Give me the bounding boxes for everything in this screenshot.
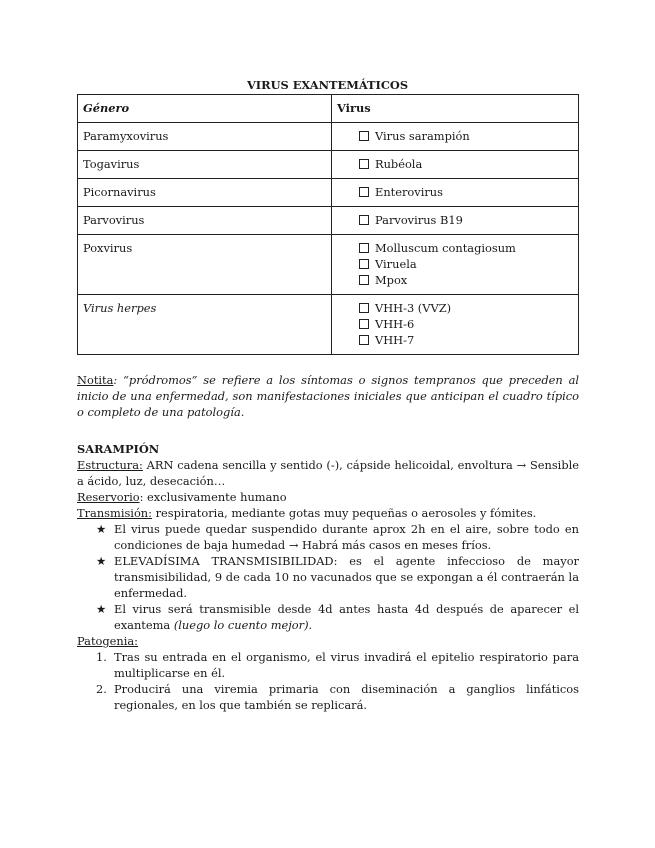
transmision-bullets — [77, 521, 579, 633]
genus-cell: Poxvirus — [78, 235, 332, 295]
transmision-line — [77, 505, 579, 521]
checkbox-item[interactable]: Molluscum contagiosum — [359, 240, 573, 256]
virus-cell — [332, 207, 579, 235]
reservorio-text: : exclusivamente humano — [139, 490, 287, 504]
list-number: 1. — [96, 650, 107, 664]
patogenia-line — [77, 633, 579, 649]
list-text: Producirá una viremia primaria con diseminación a ganglios linfáticos regionales, en los que también se replicará. — [114, 682, 579, 712]
transmision-text: respiratoria, mediante gotas muy pequeñas o aerosoles y fómites. — [151, 506, 537, 520]
list-text: Tras su entrada en el organismo, el virus invadirá el epitelio respiratorio para multiplicarse en él. — [114, 650, 579, 680]
table-row — [78, 235, 579, 295]
star-icon: ★ — [96, 602, 107, 616]
checkbox-item[interactable]: Mpox — [359, 272, 573, 288]
genus-cell: Togavirus — [78, 151, 332, 179]
checkbox-item[interactable]: Enterovirus — [359, 184, 573, 200]
table-row — [78, 179, 579, 207]
checkbox-item[interactable]: VHH-3 (VVZ) — [359, 300, 573, 316]
checkbox-item[interactable]: VHH-7 — [359, 332, 573, 348]
table-row — [78, 123, 579, 151]
checkbox-item[interactable]: Rubéola — [359, 156, 573, 172]
document-title: VIRUS EXANTEMÁTICOS — [246, 78, 409, 92]
star-icon: ★ — [96, 522, 107, 536]
header-virus: Virus — [332, 95, 579, 123]
note-paragraph — [77, 372, 579, 420]
list-item — [77, 681, 579, 713]
virus-cell — [332, 295, 579, 355]
bullet-text: ELEVADÍSIMA TRANSMISIBILIDAD: es el agente infeccioso de mayor transmisibilidad, 9 de cada 10 no vacunados que se expongan a él contraerán la enfermedad. — [114, 554, 579, 600]
table-row — [78, 207, 579, 235]
virus-cell — [332, 151, 579, 179]
estructura-line — [77, 457, 579, 489]
list-item — [77, 649, 579, 681]
reservorio-line — [77, 489, 579, 505]
list-item — [77, 521, 579, 553]
genus-cell: Virus herpes — [78, 295, 332, 355]
checkbox-item[interactable]: Viruela — [359, 256, 573, 272]
note-text: : “pródromos” se refiere a los síntomas o signos tempranos que preceden al inicio de una enfermedad, son manifestaciones iniciales que anticipan el cuadro típico o completo de una patología. — [77, 373, 579, 419]
note-label: Notita — [77, 373, 114, 387]
estructura-label: Estructura: — [77, 458, 143, 472]
bullet-text: El virus puede quedar suspendido durante aprox 2h en el aire, sobre todo en condiciones de baja humedad → Habrá más casos en meses fríos. — [114, 522, 579, 552]
header-genero: Género — [78, 95, 332, 123]
table-row — [78, 295, 579, 355]
bullet-text: El virus será transmisible desde 4d antes hasta 4d después de aparecer el exantema — [114, 602, 579, 632]
reservorio-label: Reservorio — [77, 490, 140, 504]
genus-cell: Picornavirus — [78, 179, 332, 207]
virus-cell — [332, 123, 579, 151]
table-row — [78, 151, 579, 179]
transmision-label: Transmisión: — [77, 506, 152, 520]
checkbox-item[interactable]: Virus sarampión — [359, 128, 573, 144]
patogenia-label: Patogenia: — [77, 634, 139, 648]
checkbox-item[interactable]: VHH-6 — [359, 316, 573, 332]
genus-cell: Parvovirus — [78, 207, 332, 235]
virus-table — [77, 94, 579, 355]
star-icon: ★ — [96, 554, 107, 568]
estructura-text: ARN cadena sencilla y sentido (-), cápside helicoidal, envoltura → Sensible a ácido, luz, desecación… — [77, 458, 579, 488]
checkbox-item[interactable]: Parvovirus B19 — [359, 212, 573, 228]
section-heading: SARAMPIÓN — [77, 442, 160, 456]
virus-cell — [332, 235, 579, 295]
sarampion-section — [77, 441, 579, 713]
virus-cell — [332, 179, 579, 207]
list-item — [77, 553, 579, 601]
bullet-italic-text: (luego lo cuento mejor). — [173, 618, 313, 632]
list-number: 2. — [96, 682, 107, 696]
patogenia-list — [77, 649, 579, 713]
list-item — [77, 601, 579, 633]
table-header-row — [78, 95, 579, 123]
genus-cell: Paramyxovirus — [78, 123, 332, 151]
